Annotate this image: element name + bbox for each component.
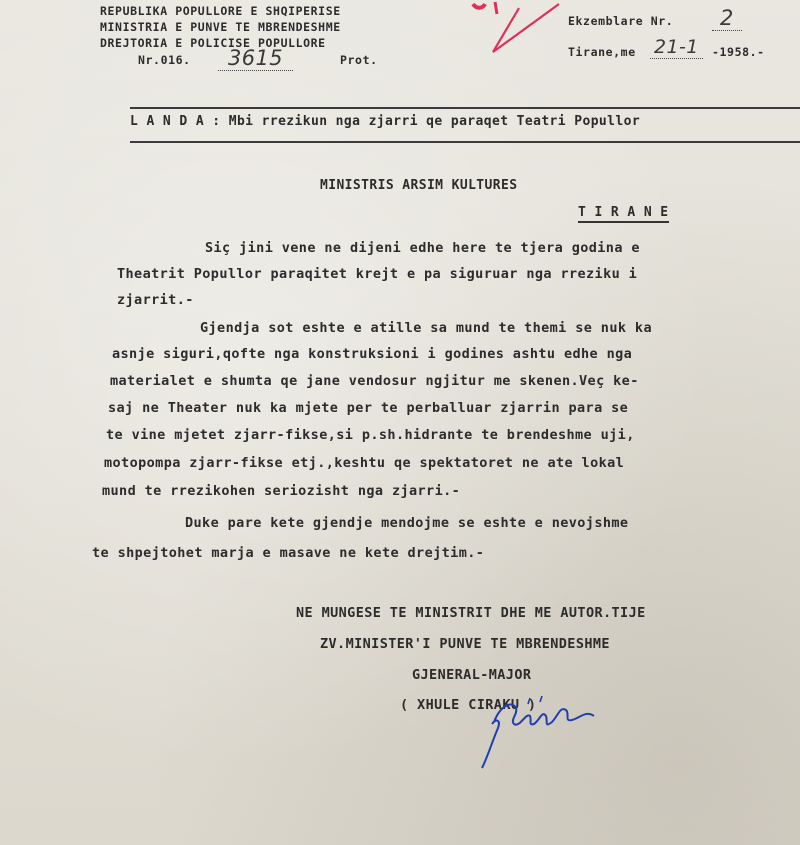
body-line: te vine mjetet zjarr-fikse,si p.sh.hidrante te brendeshme uji,: [106, 427, 635, 443]
body-line: motopompa zjarr-fikse etj.,keshtu qe spektatoret ne ate lokal: [104, 455, 625, 471]
body-line: mund te rrezikohen seriozisht nga zjarri.-: [102, 483, 461, 499]
body-line: Siç jini vene ne dijeni edhe here te tjera godina e: [205, 240, 640, 256]
header-directorate: DREJTORIA E POLICISE POPULLORE: [100, 36, 326, 50]
body-line: saj ne Theater nuk ka mjete per te perballuar zjarrin para se: [108, 400, 629, 416]
body-line: Duke pare kete gjendje mendojme se eshte e nevojshme: [185, 515, 629, 531]
date-handwritten: 21-1: [650, 36, 703, 59]
signature-authority: NE MUNGESE TE MINISTRIT DHE ME AUTOR.TIJE: [296, 605, 646, 621]
body-line: zjarrit.-: [117, 292, 194, 308]
handwritten-signature-icon: [470, 690, 620, 775]
header-ministry: MINISTRIA E PUNVE TE MBRENDESHME: [100, 20, 341, 34]
date-suffix: -1958.-: [712, 45, 765, 59]
signature-rank: GJENERAL-MAJOR: [412, 667, 532, 683]
copies-label: Ekzemblare Nr.: [568, 14, 674, 28]
subject-line: L A N D A : Mbi rrezikun nga zjarri qe paraqet Teatri Popullor: [130, 114, 641, 129]
protocol-prefix: Nr.016.: [138, 53, 191, 67]
protocol-number: 3615: [218, 46, 293, 71]
signature-name: ( XHULE CIRAKU ): [400, 697, 537, 713]
body-line: te shpejtohet marja e masave ne kete drejtim.-: [92, 545, 485, 561]
body-line: materialet e shumta qe jane vendosur ngjitur me skenen.Veç ke-: [110, 373, 639, 389]
subject-rule-top: [130, 107, 800, 109]
recipient-city: T I R A N E: [578, 205, 669, 223]
header-republic: REPUBLIKA POPULLORE E SHQIPERISE: [100, 4, 341, 18]
red-stamp-mark-icon: [455, 0, 575, 60]
date-prefix: Tirane,me: [568, 45, 636, 59]
recipient-ministry: MINISTRIS ARSIM KULTURES: [320, 178, 518, 193]
signature-title: ZV.MINISTER'I PUNVE TE MBRENDESHME: [320, 636, 610, 652]
subject-rule-bottom: [130, 141, 800, 143]
protocol-suffix: Prot.: [340, 53, 378, 67]
body-line: Gjendja sot eshte e atille sa mund te themi se nuk ka: [200, 320, 652, 336]
copies-value: 2: [712, 6, 742, 31]
body-line: Theatrit Popullor paraqitet krejt e pa siguruar nga rreziku i: [117, 266, 638, 282]
body-line: asnje siguri,qofte nga konstruksioni i godines ashtu edhe nga: [112, 346, 633, 362]
